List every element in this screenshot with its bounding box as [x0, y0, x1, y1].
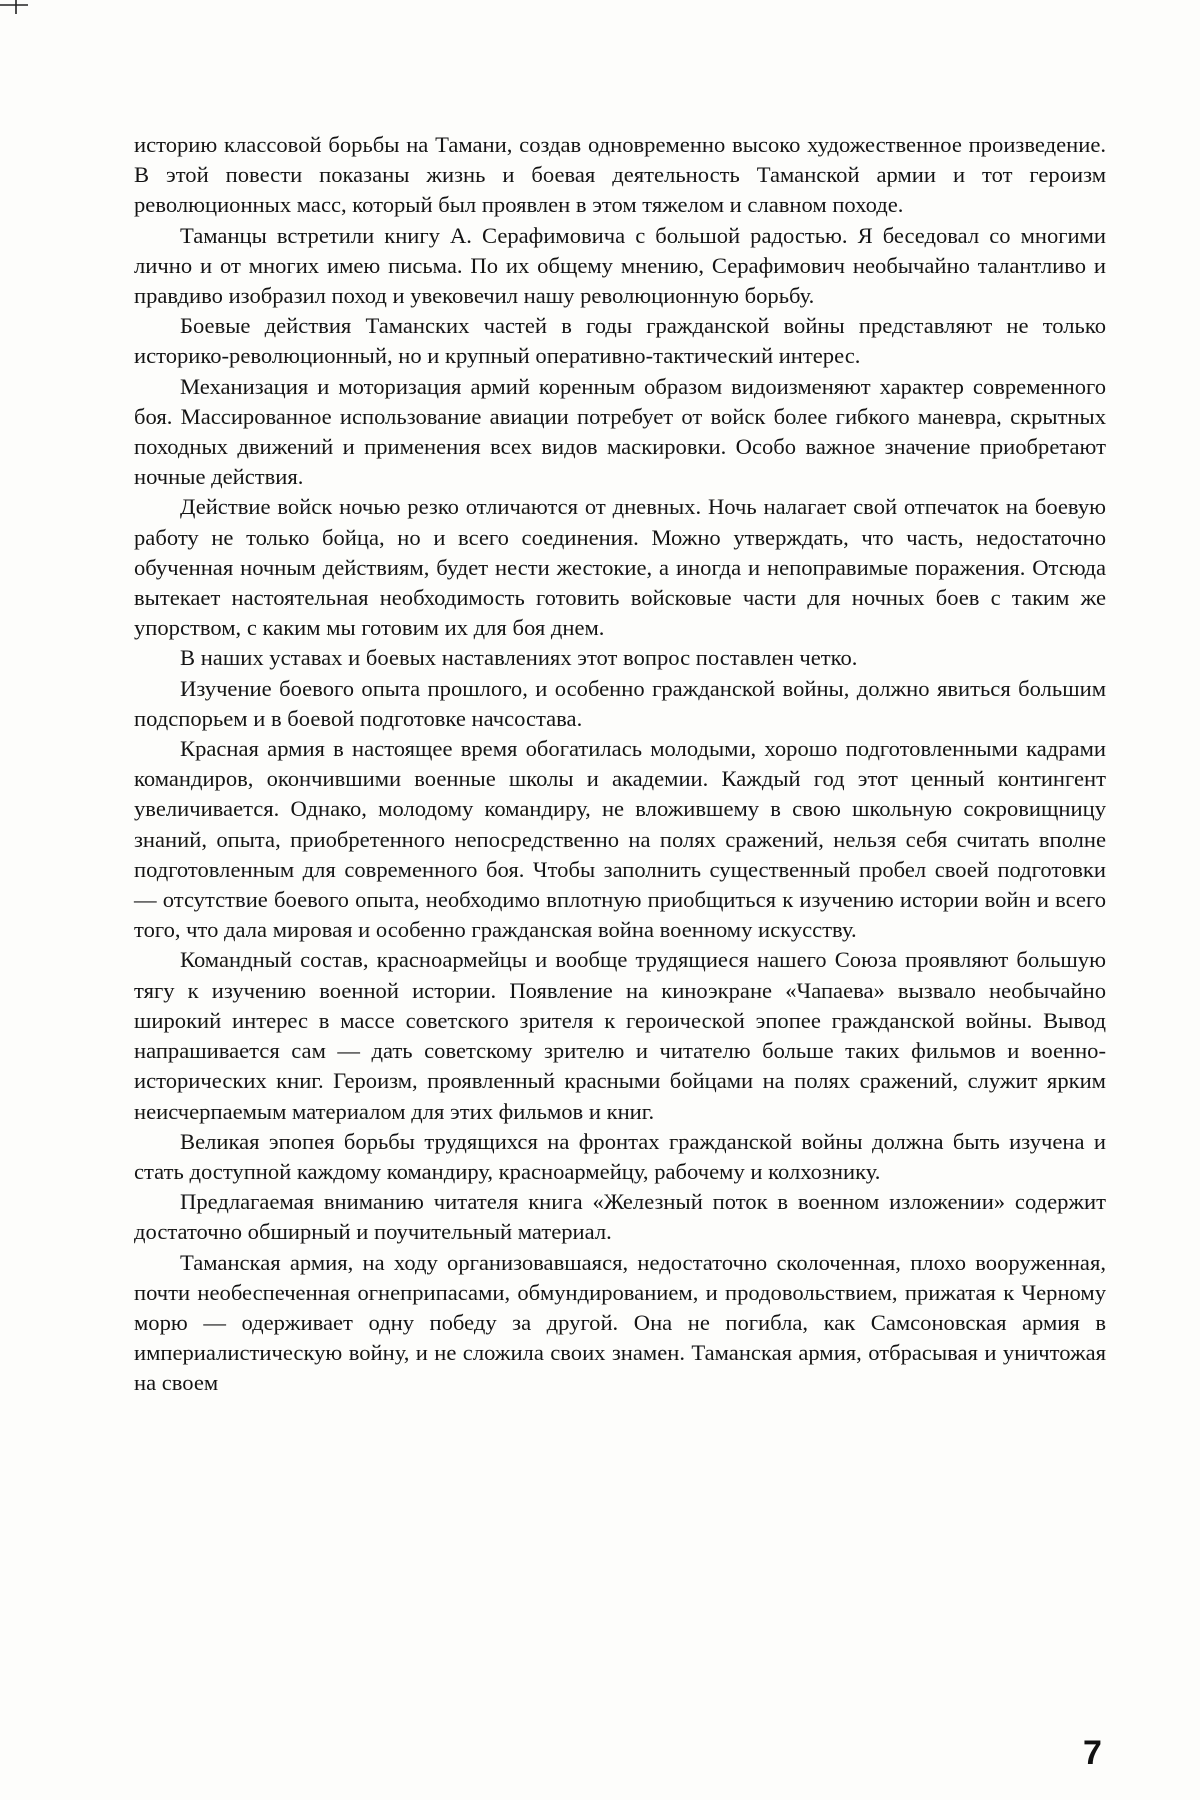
paragraph: Красная армия в настоящее время обогатилась молодыми, хорошо подготовленными кадрами командиров, окончившими военные школы и академии. Каждый год этот ценный контингент увеличивается. Однако, молодому командиру, не вложившему в свою школьную сокровищницу знаний, опыта, приобретенного непосредственно на полях сражений, нельзя себя считать вполне подготовленным для современного боя. Чтобы заполнить существенный пробел своей подготовки — отсутствие боевого опыта, необходимо вплотную приобщиться к изучению истории войн и всего того, что дала мировая и особенно гражданская война военному искусству. — [134, 736, 1106, 943]
scan-corner-mark — [0, 0, 30, 20]
paragraph: Великая эпопея борьбы трудящихся на фронтах гражданской войны должна быть изучена и стать доступной каждому командиру, красноармейцу, рабочему и колхознику. — [134, 1128, 1106, 1184]
paragraph: В наших уставах и боевых наставлениях этот вопрос поставлен четко. — [180, 645, 858, 671]
paragraph: историю классовой борьбы на Тамани, создав одновременно высоко художественное произведение. В этой повести показаны жизнь и боевая деятельность Таманской армии и тот героизм революционных масс, который был проявлен в этом тяжелом и славном походе. — [134, 132, 1106, 218]
paragraph: Механизация и моторизация армий коренным образом видоизменяют характер современного боя. Массированное использование авиации потребует от войск более гибкого маневра, скрытных походных движений и применения всех видов маскировки. Особо важное значение приобретают ночные действия. — [134, 373, 1106, 490]
page-number: 7 — [1083, 1734, 1102, 1772]
paragraph: Таманцы встретили книгу А. Серафимовича с большой радостью. Я беседовал со многими лично и от многих имею письма. По их общему мнению, Серафимович необычайно талантливо и правдиво изобразил поход и увековечил нашу революционную борьбу. — [134, 222, 1106, 309]
paragraph: Командный состав, красноармейцы и вообще трудящиеся нашего Союза проявляют большую тягу к изучению военной истории. Появление на киноэкране «Чапаева» вызвало необычайно широкий интерес в массе советского зрителя к героической эпопее гражданской войны. Вывод напрашивается сам — дать советскому зрителю и читателю больше таких фильмов и военно-исторических книг. Героизм, проявленный красными бойцами на полях сражений, служит ярким неисчерпаемым материалом для этих фильмов и книг. — [134, 947, 1106, 1124]
paragraph: Предлагаемая вниманию читателя книга «Железный поток в военном изложении» содержит достаточно обширный и поучительный материал. — [134, 1189, 1106, 1245]
paragraph: Действие войск ночью резко отличаются от дневных. Ночь налагает свой отпечаток на боевую работу не только бойца, но и всего соединения. Можно утверждать, что часть, недостаточно обученная ночным действиям, будет нести жестокие, а иногда и непоправимые поражения. Отсюда вытекает настоятельная необходимость готовить войсковые части для ночных боев с таким же упорством, с каким мы готовим их для боя днем. — [134, 494, 1106, 641]
paragraph: Изучение боевого опыта прошлого, и особенно гражданской войны, должно явиться большим подспорьем и в боевой подготовке начсостава. — [134, 675, 1106, 731]
paragraph: Боевые действия Таманских частей в годы гражданской войны представляют не только историко-революционный, но и крупный оперативно-тактический интерес. — [134, 313, 1106, 369]
paragraph: Таманская армия, на ходу организовавшаяся, недостаточно сколоченная, плохо вооруженная, почти необеспеченная огнеприпасами, обмундированием, и продовольствием, прижатая к Черному морю — одерживает одну победу за другой. Она не погибла, как Самсоновская армия в империалистическую войну, и не сложила своих знамен. Таманская армия, отбрасывая и уничтожая на своем — [134, 1249, 1106, 1396]
body-text — [134, 130, 1106, 1399]
